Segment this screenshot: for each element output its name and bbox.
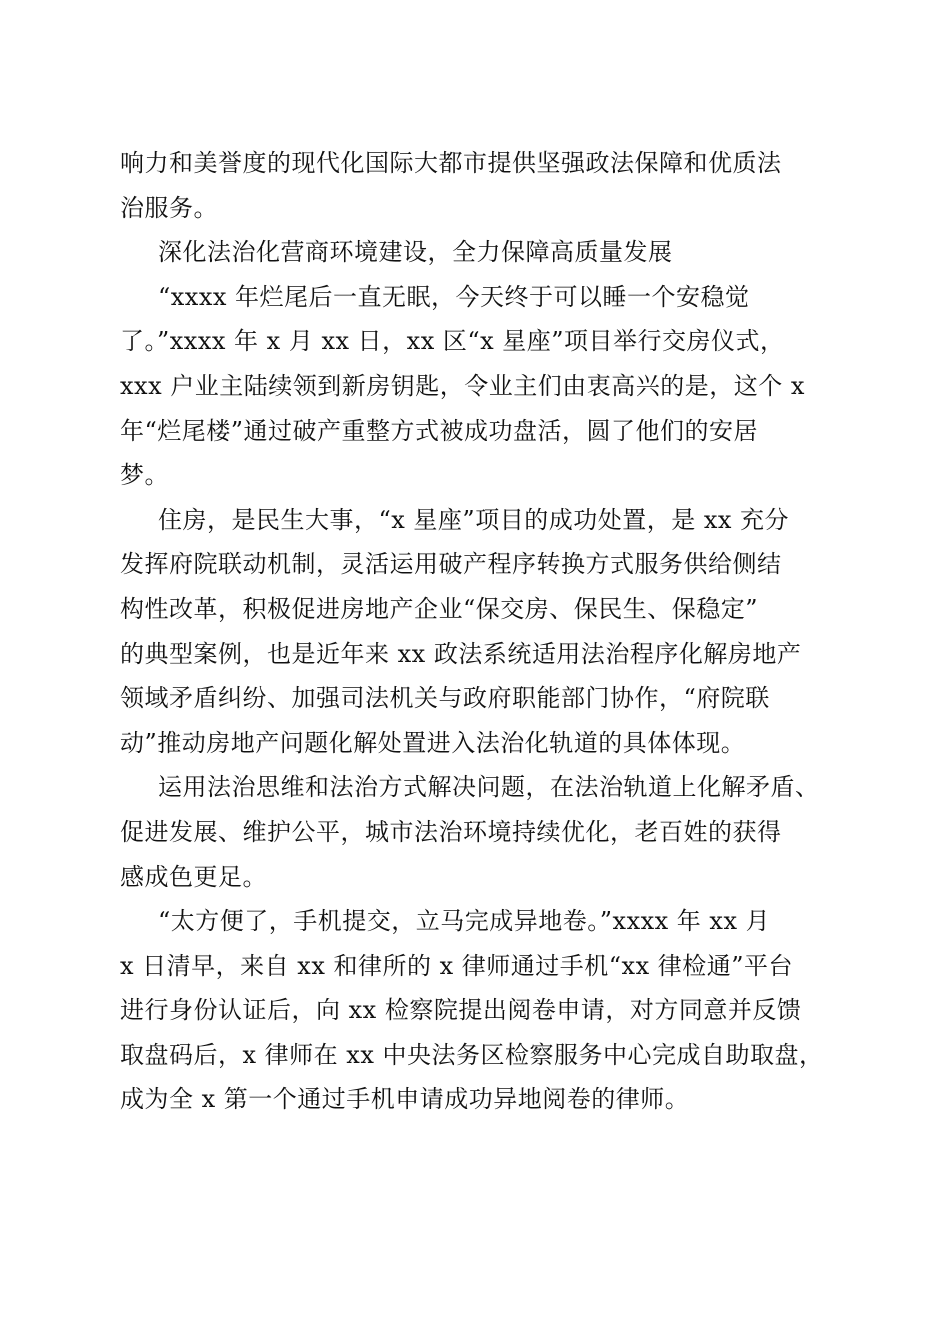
text-line: 进行身份认证后，向 xx 检察院提出阅卷申请，对方同意并反馈 [120,996,802,1025]
text-line: 构性改革，积极促进房地产企业“保交房、保民生、保稳定” [120,594,759,623]
paragraph-rule-of-law [120,765,834,899]
text-line: 成为全 x 第一个通过手机申请成功异地阅卷的律师。 [120,1085,690,1114]
text-line: 深化法治化营商环境建设，全力保障高质量发展 [158,238,673,267]
text-line: “xxxx 年烂尾后一直无眠，今天终于可以睡一个安稳觉 [158,282,750,311]
text-line: 促进发展、维护公平，城市法治环境持续优化，老百姓的获得 [120,817,782,846]
text-line: 运用法治思维和法治方式解决问题，在法治轨道上化解矛盾、 [158,773,820,802]
text-line: 响力和美誉度的现代化国际大都市提供坚强政法保障和优质法 [120,149,782,177]
text-line: 领域矛盾纠纷、加强司法机关与政府职能部门协作，“府院联 [120,684,770,713]
text-line: 住房，是民生大事，“x 星座”项目的成功处置，是 xx 充分 [158,505,790,534]
document-body [120,141,834,1122]
text-line: 感成色更足。 [120,862,267,891]
text-line: xxx 户业主陆续领到新房钥匙，令业主们由衷高兴的是，这个 x [120,371,805,400]
paragraph-housing [120,498,834,766]
text-line: 治服务。 [120,193,218,222]
text-line: 发挥府院联动机制，灵活运用破产程序转换方式服务供给侧结 [120,550,782,579]
paragraph-continuation [120,141,834,230]
paragraph-lanweilou [120,275,834,498]
text-line: 动”推动房地产问题化解处置进入法治化轨道的具体体现。 [120,728,746,757]
text-line: 梦。 [120,461,169,490]
text-line: 年“烂尾楼”通过破产重整方式被成功盘活，圆了他们的安居 [120,416,759,445]
text-line: 了。”xxxx 年 x 月 xx 日，xx 区“x 星座”项目举行交房仪式， [120,327,785,356]
text-line: 的典型案例，也是近年来 xx 政法系统适用法治程序化解房地产 [120,639,802,668]
section-heading [120,230,834,275]
text-line: x 日清早，来自 xx 和律所的 x 律师通过手机“xx 律检通”平台 [120,951,794,980]
text-line: 取盘码后，x 律师在 xx 中央法务区检察服务中心完成自助取盘， [120,1040,824,1069]
paragraph-lawyer [120,899,834,1122]
text-line: “太方便了，手机提交，立马完成异地卷。”xxxx 年 xx 月 [158,907,771,936]
